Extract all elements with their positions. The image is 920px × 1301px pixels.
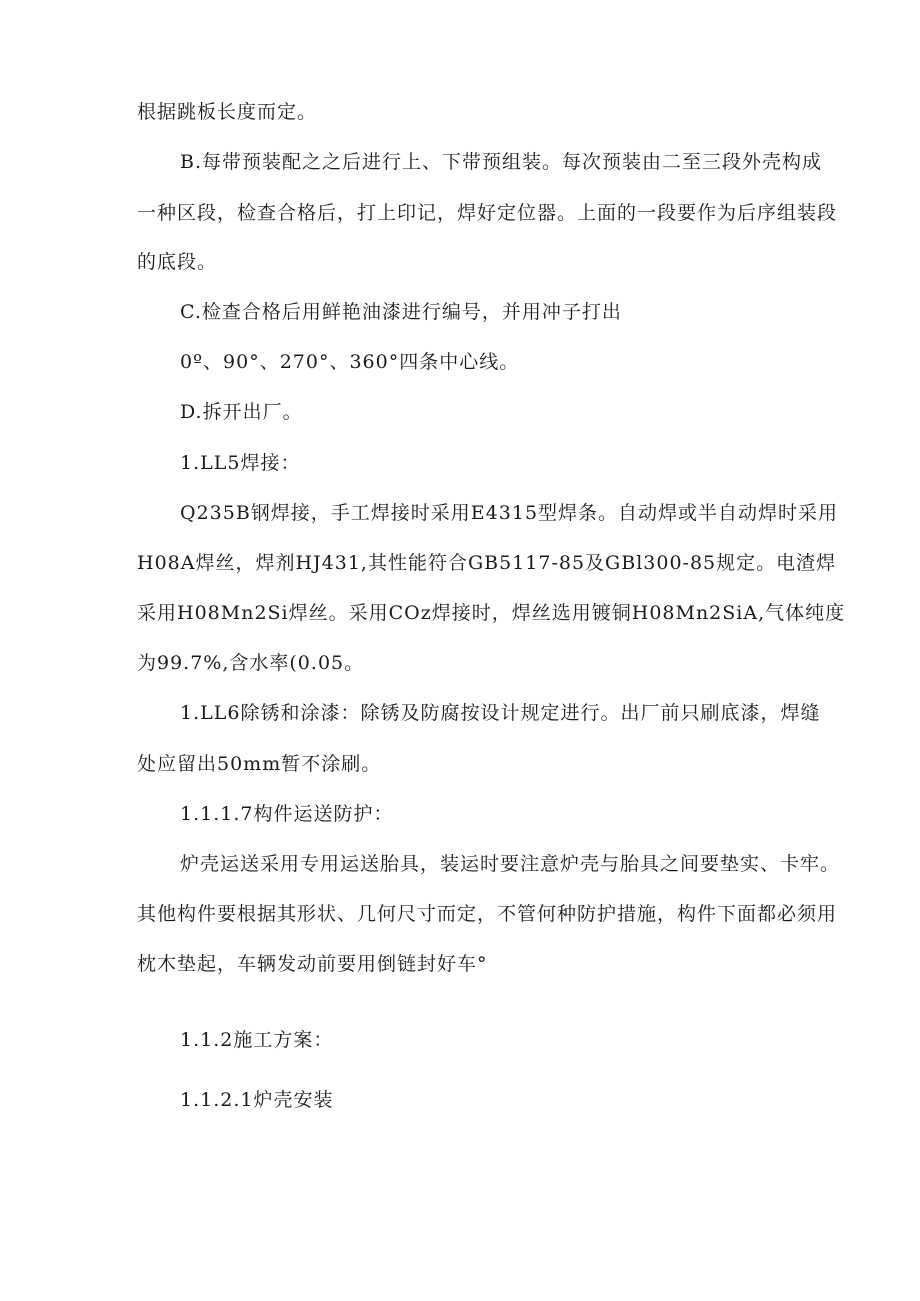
paragraph-line: 枕木垫起，车辆发动前要用倒链封好车°: [137, 953, 488, 975]
paragraph-line: 一种区段，检查合格后，打上印记，焊好定位器。上面的一段要作为后序组装段: [137, 202, 838, 224]
paragraph-line: 处应留出50mm暂不涂刷。: [137, 753, 382, 775]
section-heading: 1.1.2.1炉壳安装: [180, 1089, 334, 1111]
paragraph-line: 其他构件要根据其形状、几何尺寸而定，不管何种防护措施，构件下面都必须用: [137, 903, 838, 925]
section-heading: 1.1.1.7构件运送防护：: [180, 803, 394, 825]
paragraph-line: 1.LL6除锈和涂漆：除锈及防腐按设计规定进行。出厂前只刷底漆，焊缝: [180, 702, 821, 724]
paragraph-line: 根据跳板长度而定。: [137, 101, 318, 123]
paragraph-line: Q235B钢焊接，手工焊接时采用E4315型焊条。自动焊或半自动焊时采用: [180, 502, 839, 524]
paragraph-line: 炉壳运送采用专用运送胎具，装运时要注意炉壳与胎具之间要垫实、卡牢。: [180, 853, 841, 875]
paragraph-line: 0º、90°、270°、360°四条中心线。: [180, 351, 520, 373]
section-heading: 1.LL5焊接：: [180, 452, 301, 474]
paragraph-line: C.检查合格后用鲜艳油漆进行编号，并用冲子打出: [180, 301, 622, 323]
paragraph-line: 的底段。: [137, 251, 218, 273]
paragraph-line: 采用H08Mn2Si焊丝。采用COz焊接时，焊丝选用镀铜H08Mn2SiA,气体纯度: [137, 602, 846, 624]
paragraph-line: 为99.7%,含水率(0.05。: [137, 652, 365, 674]
paragraph-line: H08A焊丝，焊剂HJ431,其性能符合GB5117-85及GBl300-85规定。电渣焊: [137, 552, 837, 574]
paragraph-line: D.拆开出厂。: [180, 401, 303, 423]
paragraph-line: B.每带预装配之之后进行上、下带预组装。每次预装由二至三段外壳构成: [180, 151, 823, 173]
section-heading: 1.1.2施工方案：: [180, 1029, 334, 1051]
